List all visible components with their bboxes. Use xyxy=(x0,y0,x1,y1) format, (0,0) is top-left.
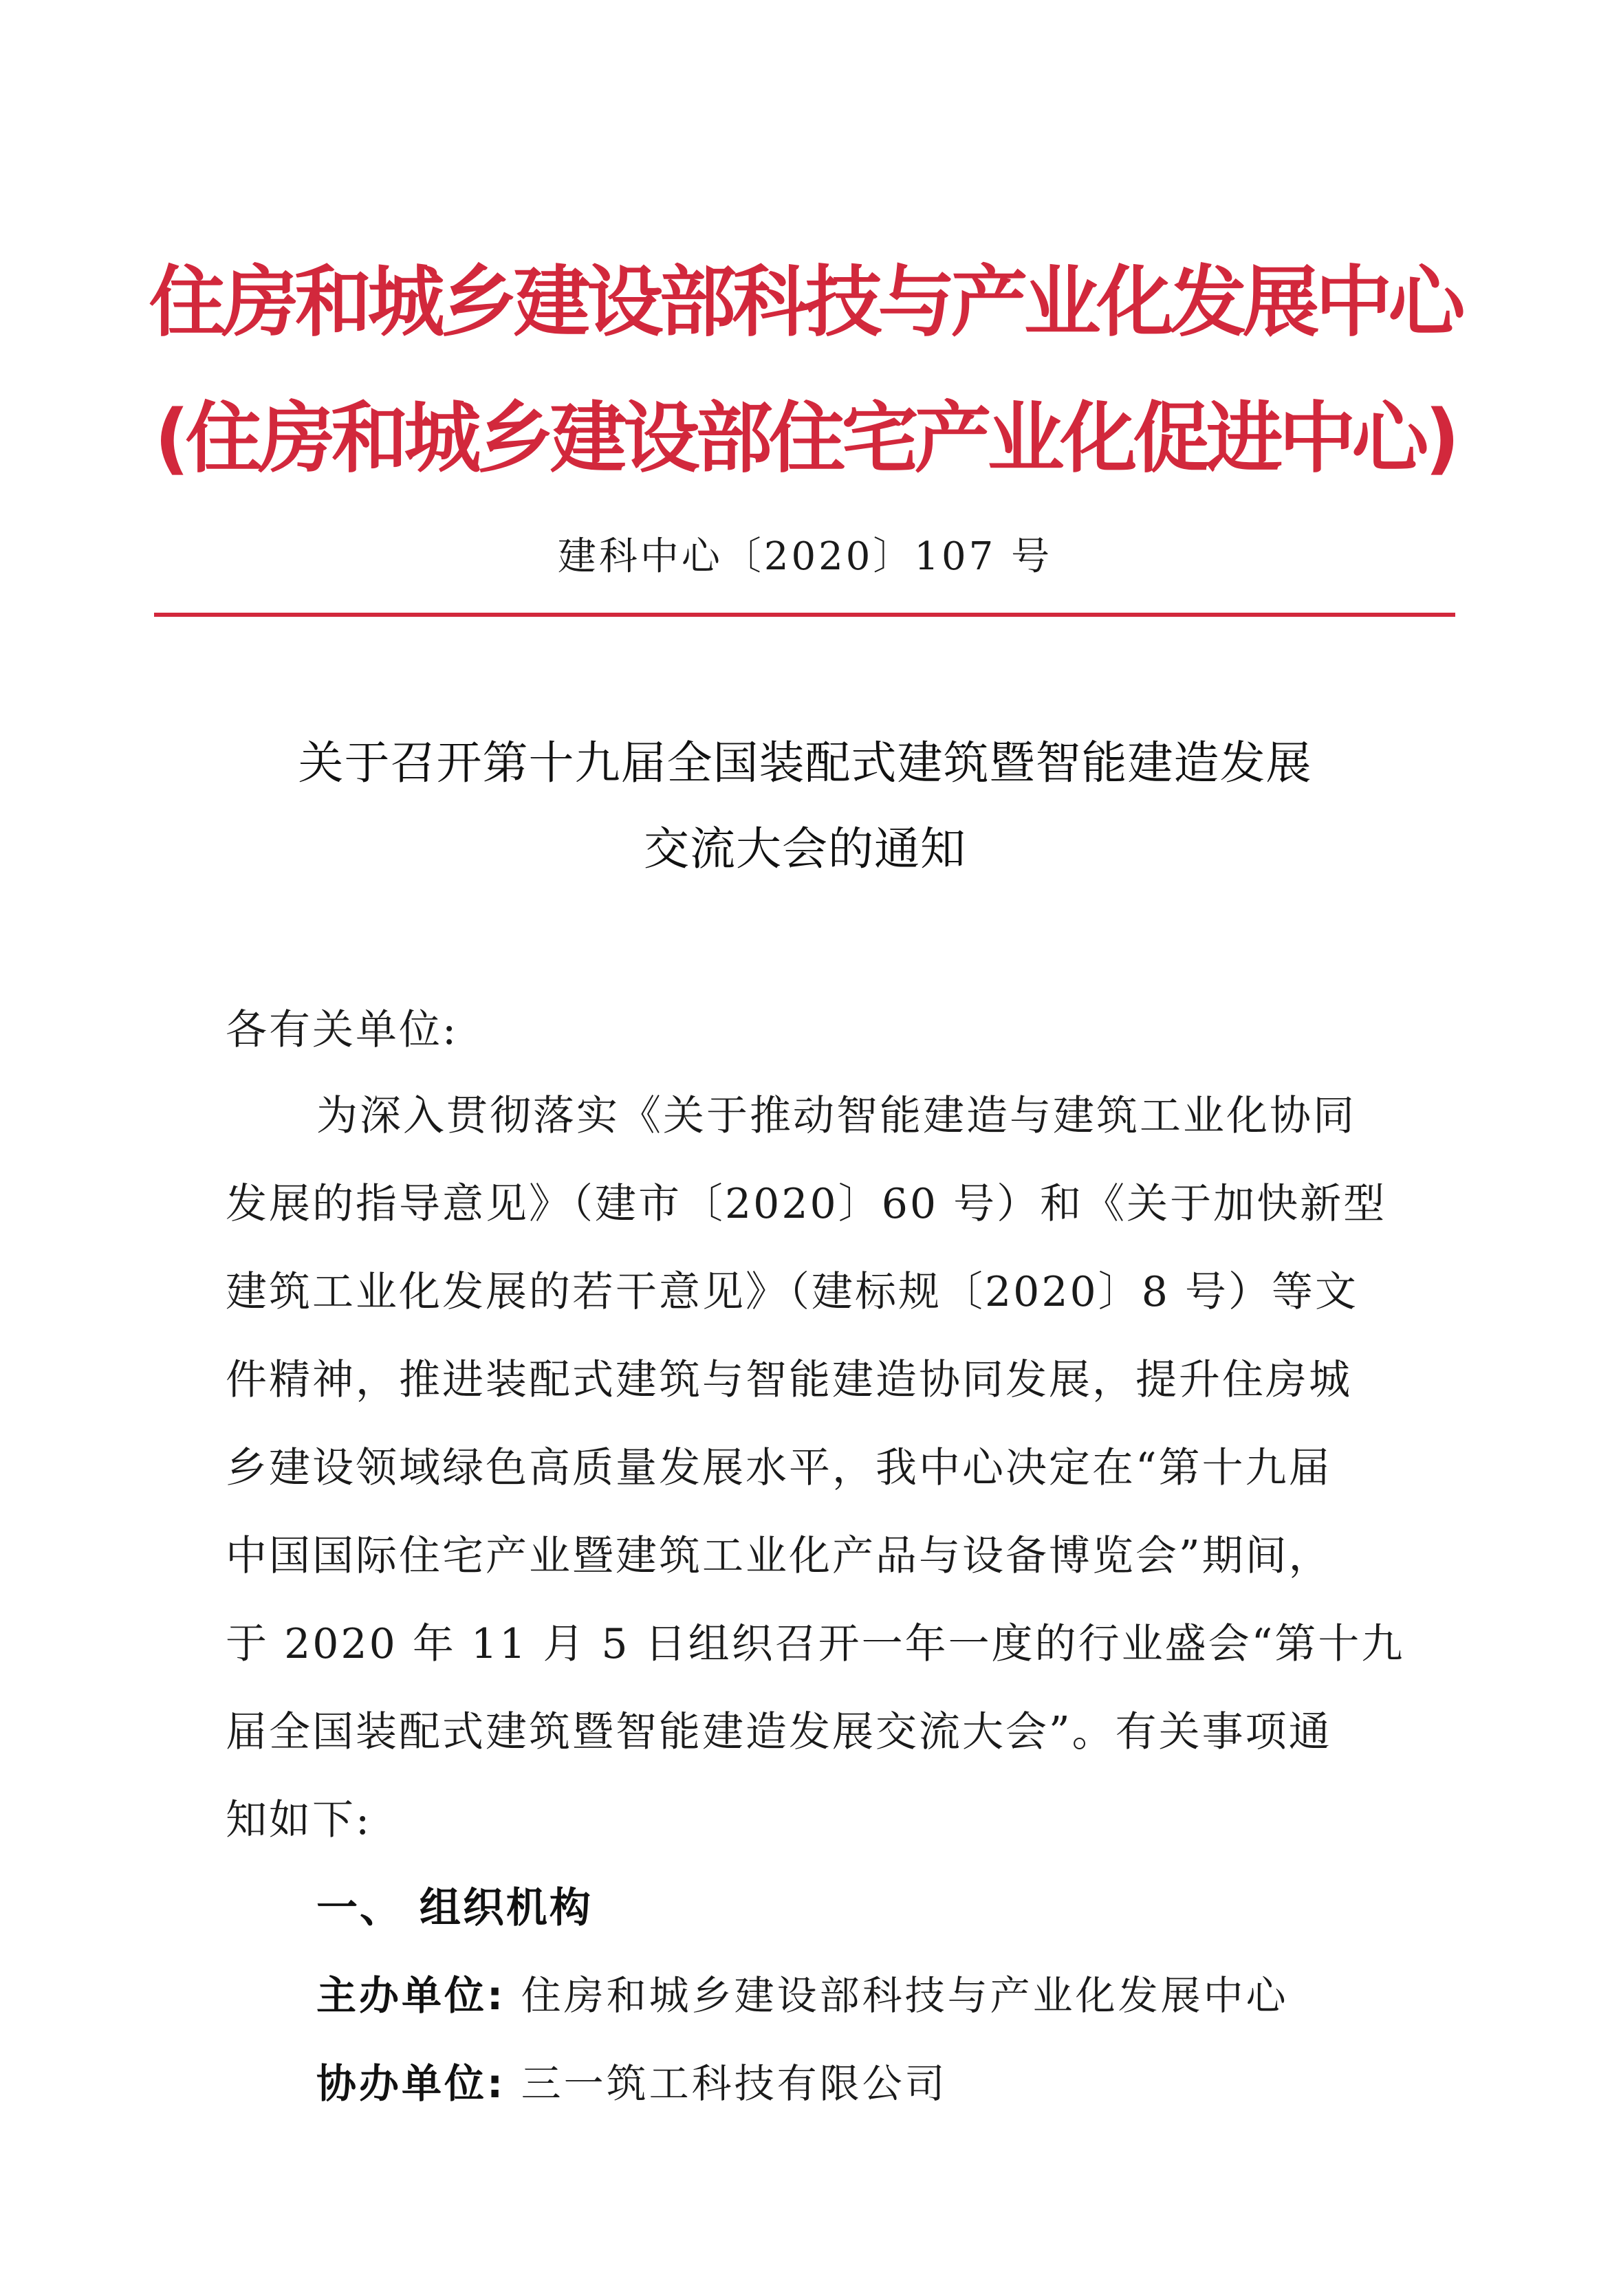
document-number: 建科中心〔2020〕107 号 xyxy=(557,534,1053,579)
paragraph-line: 届全国装配式建筑暨智能建造发展交流大会”。有关事项通 xyxy=(226,1708,1332,1756)
host-label: 主办单位: xyxy=(316,1972,506,2019)
paragraph-line: 为深入贯彻落实《关于推动智能建造与建筑工业化协同 xyxy=(316,1092,1356,1140)
paragraph-line: 于 2020 年 11 月 5 日组织召开一年一度的行业盛会“第十九 xyxy=(226,1620,1405,1668)
letterhead-line-1: 住房和城乡建设部科技与产业化发展中心 xyxy=(149,258,1461,347)
letterhead-line-2: (住房和城乡建设部住宅产业化促进中心) xyxy=(154,394,1456,483)
paragraph-line: 知如下: xyxy=(226,1796,372,1844)
salutation: 各有关单位: xyxy=(226,1006,459,1054)
paragraph-line: 件精神，推进装配式建筑与智能建造协同发展，提升住房城 xyxy=(226,1356,1352,1404)
paragraph-line: 中国国际住宅产业暨建筑工业化产品与设备博览会”期间， xyxy=(226,1532,1332,1580)
notice-title-line-2: 交流大会的通知 xyxy=(644,822,966,875)
section-heading: 一、 组织机构 xyxy=(316,1884,593,1932)
co-organizer-value: 三一筑工科技有限公司 xyxy=(521,2060,948,2107)
host-organization xyxy=(316,1972,1289,2019)
paragraph-line: 发展的指导意见》（建市〔2020〕60 号）和《关于加快新型 xyxy=(226,1180,1387,1228)
host-value: 住房和城乡建设部科技与产业化发展中心 xyxy=(521,1972,1289,2019)
paragraph-line: 乡建设领域绿色高质量发展水平，我中心决定在“第十九届 xyxy=(226,1444,1332,1492)
notice-title-line-1: 关于召开第十九届全国装配式建筑暨智能建造发展 xyxy=(298,736,1312,789)
co-organizer xyxy=(316,2060,948,2107)
red-divider-line xyxy=(154,613,1455,617)
paragraph-line: 建筑工业化发展的若干意见》（建标规〔2020〕8 号）等文 xyxy=(226,1268,1358,1316)
co-organizer-label: 协办单位: xyxy=(316,2060,506,2107)
